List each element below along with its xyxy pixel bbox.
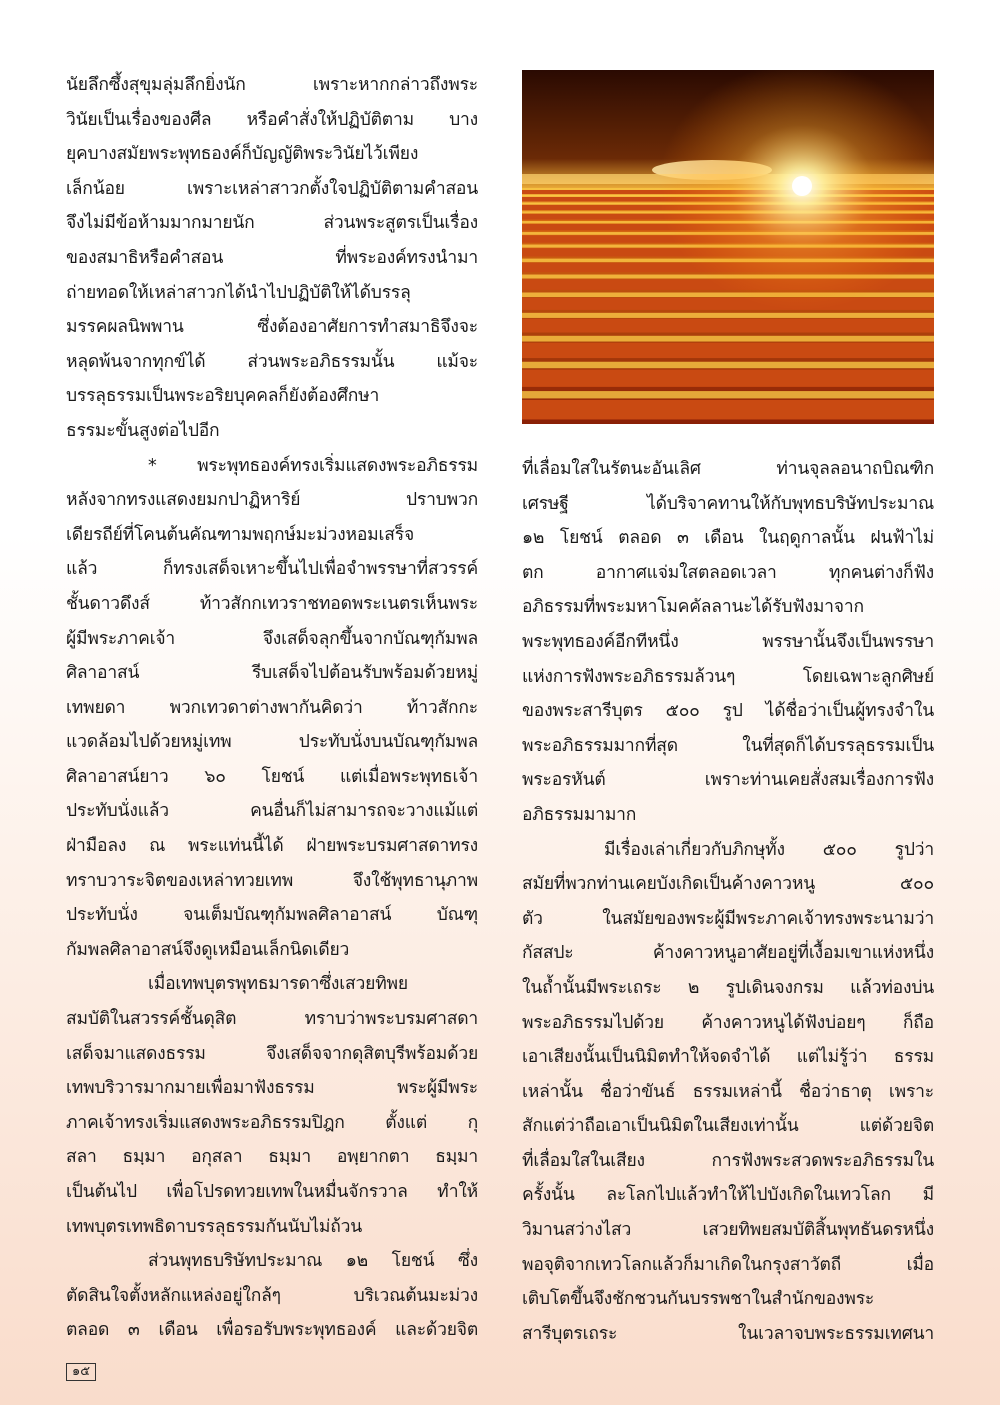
right_column-line: สารีบุตรเถระ ในเวลาจบพระธรรมเทศนา	[522, 1323, 934, 1344]
right_column-line: กัสสปะ ค้างคาวหนูอาศัยอยู่ที่เงื้อมเขาแห่งหนึ่ง	[522, 943, 934, 964]
left_column-line: เมื่อเทพบุตรพุทธมารดาซึ่งเสวยทิพย	[148, 974, 408, 995]
left_column-line: หลุดพ้นจากทุกข์ได้ ส่วนพระอภิธรรมนั้น แม้จะ	[66, 351, 478, 372]
right_column-line: พระอภิธรรมไปด้วย ค้างคาวหนูได้ฟังบ่อยๆ ก็ถือ	[522, 1012, 934, 1033]
left_column-line: ภาคเจ้าทรงเริ่มแสดงพระอภิธรรมปิฎก ตั้งแต่ กุ	[66, 1112, 478, 1133]
right_column-line: ตัว ในสมัยของพระผู้มีพระภาคเจ้าทรงพระนามว่า	[522, 908, 934, 929]
right_column-line: สักแต่ว่าถือเอาเป็นนิมิตในเสียงเท่านั้น แต่ด้วยจิต	[522, 1116, 934, 1137]
right_column-line: อภิธรรมมามาก	[522, 804, 637, 825]
monks-meditation-photo	[522, 70, 934, 424]
left_column-line: ยุคบางสมัยพระพุทธองค์ก็บัญญัติพระวินัยไว้เพียง	[66, 144, 419, 165]
right-text-column	[522, 452, 934, 1351]
left_column-line: ศิลาอาสน์ รีบเสด็จไปต้อนรับพร้อมด้วยหมู่	[66, 663, 478, 684]
left_column-line: เดียรถีย์ที่โคนต้นคัณฑามพฤกษ์มะม่วงหอมเสร็จ	[66, 524, 415, 545]
left_column-line: ทราบวาระจิตของเหล่าทวยเทพ จึงใช้พุทธานุภาพ	[66, 870, 478, 891]
right_column-line: พระอรหันต์ เพราะท่านเคยสั่งสมเรื่องการฟัง	[522, 770, 934, 791]
left_column-line: สลา ธมฺมา อกุสลา ธมฺมา อพฺยากตา ธมฺมา	[66, 1147, 478, 1168]
left_column-line: บรรลุธรรมเป็นพระอริยบุคคลก็ยังต้องศึกษา	[66, 386, 380, 407]
left_column-line: ประทับนั่ง จนเต็มบัณฑุกัมพลศิลาอาสน์ บัณฑุ	[66, 905, 478, 926]
right_column-line: อภิธรรมที่พระมหาโมคคัลลานะได้รับฟังมาจาก	[522, 597, 864, 618]
left_column-line: เล็กน้อย เพราะเหล่าสาวกตั้งใจปฏิบัติตามคำสอน	[66, 178, 478, 199]
left_column-line: เป็นต้นไป เพื่อโปรดทวยเทพในหมื่นจักรวาล ทำให้	[66, 1182, 478, 1202]
left_column-line: สมบัติในสวรรค์ชั้นดุสิต ทราบว่าพระบรมศาสดา	[66, 1009, 478, 1030]
left_column-line: หลังจากทรงแสดงยมกปาฏิหาริย์ ปราบพวก	[66, 490, 478, 511]
left_column-line: ของสมาธิหรือคำสอน ที่พระองค์ทรงนำมา	[66, 247, 478, 268]
left_column-line: จึงไม่มีข้อห้ามมากมายนัก ส่วนพระสูตรเป็นเรื่อง	[66, 213, 478, 234]
right_column-line: ในถ้ำนั้นมีพระเถระ ๒ รูปเดินจงกรม แล้วท่องบ่น	[522, 977, 934, 998]
left_column-line: เทพบุตรเทพธิดาบรรลุธรรมกันนับไม่ถ้วน	[66, 1216, 363, 1237]
right_column-line: สมัยที่พวกท่านเคยบังเกิดเป็นค้างคาวหนู ๕๐๐	[522, 874, 934, 895]
left_column-line: เสด็จมาแสดงธรรม จึงเสด็จจากดุสิตบุรีพร้อมด้วย	[66, 1043, 478, 1064]
left_column-line: * พระพุทธองค์ทรงเริ่มแสดงพระอภิธรรม	[148, 455, 478, 476]
right_column-line: เอาเสียงนั้นเป็นนิมิตทำให้จดจำได้ แต่ไม่รู้ว่า ธรรม	[522, 1047, 934, 1068]
photo-illustration	[522, 70, 934, 424]
right_column-line: พอจุติจากเทวโลกแล้วก็มาเกิดในกรุงสาวัตถี เมื่อ	[522, 1254, 934, 1275]
right_column-line: ที่เลื่อมใสในเสียง การฟังพระสวดพระอภิธรรมใน	[522, 1150, 934, 1171]
right_column-line: เหล่านั้น ชื่อว่าขันธ์ ธรรมเหล่านี้ ชื่อว่าธาตุ เพราะ	[522, 1081, 934, 1102]
right_column-line: ตก อากาศแจ่มใสตลอดเวลา ทุกคนต่างก็ฟัง	[522, 562, 934, 583]
left_column-line: เทพยดา พวกเทวดาต่างพากันคิดว่า ท้าวสักกะ	[66, 697, 478, 718]
right_column-line: มีเรื่องเล่าเกี่ยวกับภิกษุทั้ง ๕๐๐ รูปว่า	[604, 839, 934, 860]
left_column-line: ถ่ายทอดให้เหล่าสาวกได้นำไปปฏิบัติให้ได้บรรลุ	[66, 282, 411, 303]
left_column-line: นัยลึกซึ้งสุขุมลุ่มลึกยิ่งนัก เพราะหากกล่าวถึงพระ	[66, 75, 478, 95]
left_column-line: ส่วนพุทธบริษัทประมาณ ๑๒ โยชน์ ซึ่ง	[148, 1251, 478, 1272]
left_column-line: ฝ่ามือลง ณ พระแท่นนี้ได้ ฝ่ายพระบรมศาสดาทรง	[66, 836, 478, 857]
right_column-line: ๑๒ โยชน์ ตลอด ๓ เดือน ในฤดูกาลนั้น ฝนฟ้าไม่	[522, 528, 934, 549]
left_column-line: ธรรมะขั้นสูงต่อไปอีก	[66, 420, 220, 441]
right_column-line: ครั้งนั้น ละโลกไปแล้วทำให้ไปบังเกิดในเทวโลก มี	[522, 1185, 934, 1206]
left_column-line: เทพบริวารมากมายเพื่อมาฟังธรรม พระผู้มีพระ	[66, 1078, 478, 1099]
right_column-line: แห่งการฟังพระอภิธรรมล้วนๆ โดยเฉพาะลูกศิษย์	[522, 666, 934, 687]
left_column-line: ศิลาอาสน์ยาว ๖๐ โยชน์ แต่เมื่อพระพุทธเจ้า	[66, 766, 478, 787]
right_column-line: พระพุทธองค์อีกทีหนึ่ง พรรษานั้นจึงเป็นพรรษา	[522, 631, 934, 652]
right_column-line: ของพระสารีบุตร ๕๐๐ รูป ได้ชื่อว่าเป็นผู้ทรงจำใน	[522, 701, 934, 722]
left_column-line: กัมพลศิลาอาสน์จึงดูเหมือนเล็กนิดเดียว	[66, 939, 350, 960]
left_column-line: ประทับนั่งแล้ว คนอื่นก็ไม่สามารถจะวางแม้แต่	[66, 801, 478, 822]
right_column-line: ที่เลื่อมใสในรัตนะอันเลิศ ท่านจุลลอนาถบิณฑิก	[522, 459, 934, 479]
left_column-line: แวดล้อมไปด้วยหมู่เทพ ประทับนั่งบนบัณฑุกัมพล	[66, 732, 478, 753]
page-number: ๑๕	[66, 1363, 96, 1381]
left_column-line: แล้ว ก็ทรงเสด็จเหาะขึ้นไปเพื่อจำพรรษาที่สวรรค์	[66, 559, 478, 580]
left_column-line: ตัดสินใจตั้งหลักแหล่งอยู่ใกล้ๆ บริเวณต้นมะม่วง	[66, 1285, 478, 1306]
left_column-line: ตลอด ๓ เดือน เพื่อรอรับพระพุทธองค์ และด้วยจิต	[66, 1320, 478, 1341]
left-text-column	[66, 68, 478, 1348]
left_column-line: วินัยเป็นเรื่องของศีล หรือคำสั่งให้ปฏิบัติตาม บาง	[66, 109, 478, 130]
right_column-line: วิมานสว่างไสว เสวยทิพยสมบัติสิ้นพุทธันดรหนึ่ง	[522, 1220, 934, 1241]
right_column-line: เศรษฐี ได้บริจาคทานให้กับพุทธบริษัทประมาณ	[522, 493, 934, 514]
left_column-line: มรรคผลนิพพาน ซึ่งต้องอาศัยการทำสมาธิจึงจะ	[66, 317, 478, 338]
left_column-line: ผู้มีพระภาคเจ้า จึงเสด็จลุกขึ้นจากบัณฑุกัมพล	[66, 628, 478, 649]
left_column-line: ชั้นดาวดึงส์ ท้าวสักกเทวราชทอดพระเนตรเห็นพระ	[66, 593, 478, 614]
right_column-line: เติบโตขึ้นจึงชักชวนกันบรรพชาในสำนักของพระ	[522, 1289, 875, 1310]
right_column-line: พระอภิธรรมมากที่สุด ในที่สุดก็ได้บรรลุธรรมเป็น	[522, 735, 934, 756]
